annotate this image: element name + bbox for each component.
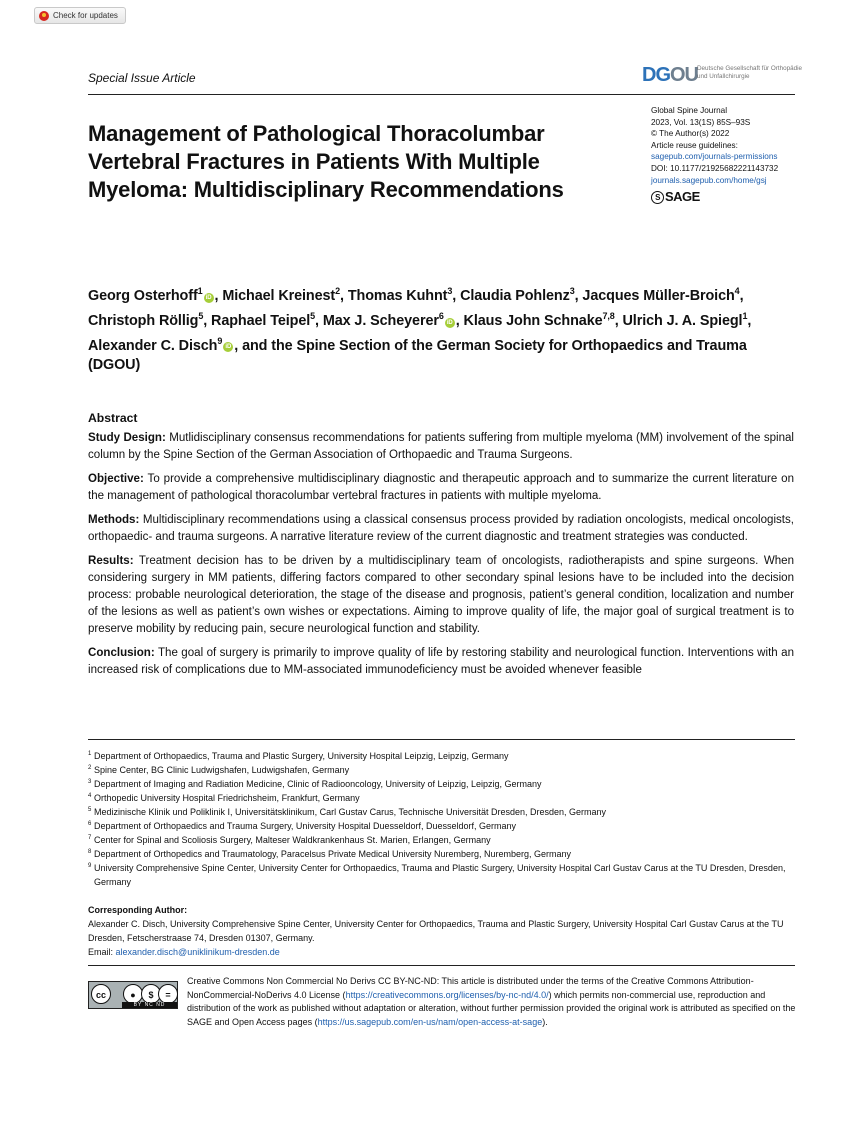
author-separator: , bbox=[203, 312, 212, 329]
abstract-section bbox=[88, 512, 794, 546]
corresponding-author bbox=[88, 903, 798, 959]
affiliation-text: Medizinische Klinik und Poliklinik I, Universitätsklinikum, Carl Gustav Carus, Technische Universität Dresden, Dresden, Germany bbox=[94, 807, 607, 817]
orcid-icon[interactable]: iD bbox=[204, 293, 214, 303]
affiliation-number: 2 bbox=[88, 765, 92, 771]
affiliation-number: 7 bbox=[88, 835, 92, 841]
abstract-heading: Abstract bbox=[88, 411, 138, 425]
dgou-logo-b: OU bbox=[670, 64, 698, 86]
journal-copyright: © The Author(s) 2022 bbox=[651, 129, 730, 139]
author-affiliation-number: 7,8 bbox=[602, 310, 615, 321]
author-affiliation-number: 1 bbox=[197, 286, 203, 296]
corresponding-heading: Corresponding Author: bbox=[88, 905, 188, 915]
affiliation-item bbox=[88, 749, 798, 763]
author-separator: , bbox=[315, 312, 323, 329]
cc-license-link[interactable]: https://creativecommons.org/licenses/by-nc-nd/4.0/ bbox=[345, 989, 549, 1000]
author-separator: , bbox=[452, 287, 461, 304]
author-separator: , bbox=[340, 287, 348, 304]
author-affiliation-number: 3 bbox=[569, 286, 575, 296]
abstract-section-text: Treatment decision has to be driven by a multidisciplinary team of oncologists, radiotherapists and spine surgeons. When considering surgery in MM patients, differing factors compared to other secondary spinal lesions have to be included into the decision process: probable neurological deterioration, the stage of the disease and prognosis, patient’s general condition, localization and number of the lesions as well as patient’s own wishes or expectations. Aiming to improve quality of life, the major goal of surgical treatment is to preserve mobility by reducing pain, secure neurological function and stability. bbox=[88, 555, 795, 635]
affiliation-item bbox=[88, 847, 798, 861]
no-dollar-icon: $ bbox=[141, 984, 161, 1004]
affiliation-item bbox=[88, 833, 798, 847]
author-name: Christoph Röllig bbox=[88, 312, 199, 329]
cc-nc-label: NC bbox=[144, 1002, 154, 1008]
affiliation-number: 9 bbox=[88, 863, 92, 869]
article-type: Special Issue Article bbox=[88, 71, 196, 85]
author-name: Max J. Scheyerer bbox=[322, 312, 439, 329]
author-name: Claudia Pohlenz bbox=[460, 287, 570, 304]
license-text bbox=[187, 975, 797, 1029]
email-link[interactable]: alexander.disch@uniklinikum-dresden.de bbox=[115, 947, 280, 957]
dgou-logo bbox=[642, 64, 803, 86]
journal-doi: DOI: 10.1177/21925682221143732 bbox=[651, 163, 779, 173]
author-separator: , bbox=[614, 312, 623, 329]
author-name: Raphael Teipel bbox=[211, 312, 311, 329]
affiliation-item bbox=[88, 791, 798, 805]
affiliation-item bbox=[88, 805, 798, 819]
abstract-section-text: Multidisciplinary recommendations using a classical consensus process provided by radiation oncologists, medical oncologists, orthopaedic- and trauma surgeons. A narrative literature review of the current diagnostic and treatment strategies was conducted. bbox=[88, 514, 794, 543]
author-name: Klaus John Schnake bbox=[463, 312, 603, 329]
affiliation-text: Orthopedic University Hospital Friedrichsheim, Frankfurt, Germany bbox=[94, 793, 360, 803]
author-separator: , bbox=[574, 287, 583, 304]
journal-reuse: Article reuse guidelines: bbox=[651, 140, 738, 150]
author-affiliation-number: 1 bbox=[742, 310, 748, 321]
orcid-icon[interactable]: iD bbox=[223, 342, 233, 352]
affiliation-number: 6 bbox=[88, 821, 92, 827]
affiliation-item bbox=[88, 819, 798, 833]
author-list bbox=[88, 281, 800, 375]
abstract-section bbox=[88, 645, 794, 679]
journal-name: Global Spine Journal bbox=[651, 106, 728, 115]
author-separator: , bbox=[214, 287, 223, 304]
affiliation-item bbox=[88, 861, 798, 889]
abstract-section bbox=[88, 553, 794, 638]
license-text-1: Creative Commons Non Commercial No Derivs CC BY-NC-ND: This article is distributed under the terms of the Creative Commons Attribution-NonCommercial-NoDerivs 4.0 License ( bbox=[187, 976, 754, 1000]
abstract-section bbox=[88, 471, 794, 505]
abstract-section-label: Methods: bbox=[88, 514, 140, 526]
corresponding-address: Alexander C. Disch, University Comprehensive Spine Center, University Center for Orthopaedics, Trauma and Plastic Surgery, University Hospital Carl Gustav Carus at the TU Dresden, Fetscherstraase 74, Dresden 01307, Germany. bbox=[88, 919, 784, 943]
abstract bbox=[88, 410, 794, 686]
license-text-2: ) which permits non-commercial use, reproduction and distribution of the work as published without adaptation or alteration, without further permission provided the original work is attributed as specified on the SAGE and Open Access pages ( bbox=[187, 989, 796, 1027]
sage-s-icon: S bbox=[651, 191, 664, 204]
author-affiliation-number: 2 bbox=[335, 286, 341, 296]
crossmark-icon bbox=[39, 11, 49, 21]
abstract-section bbox=[88, 430, 794, 464]
permissions-link[interactable]: sagepub.com/journals-permissions bbox=[651, 152, 778, 162]
affiliation-item bbox=[88, 763, 798, 777]
abstract-section-label: Results: bbox=[88, 555, 134, 567]
affiliation-text: Department of Orthopaedics and Trauma Surgery, University Hospital Duesseldorf, Duesseldorf, Germany bbox=[94, 821, 517, 831]
author-affiliation-number: 9 bbox=[217, 335, 223, 346]
author-affiliation-number: 3 bbox=[447, 286, 453, 296]
affiliation-text: Center for Spinal and Scoliosis Surgery, Malteser Waldkrankenhaus St. Marien, Erlangen, Germany bbox=[94, 835, 491, 845]
equals-icon: = bbox=[158, 984, 178, 1004]
affiliation-text: Department of Imaging and Radiation Medicine, Clinic of Radiooncology, University of Leipzig, Leipzig, Germany bbox=[94, 779, 542, 789]
affiliations bbox=[88, 749, 798, 889]
affiliation-number: 5 bbox=[88, 807, 92, 813]
dgou-logo-a: DG bbox=[642, 64, 670, 86]
author-name: Ulrich J. A. Spiegl bbox=[622, 312, 743, 329]
author-separator: , and the Spine Section of the German Society for Orthopaedics and Trauma (DGOU) bbox=[88, 337, 747, 374]
author-name: Thomas Kuhnt bbox=[347, 287, 448, 304]
footnote-divider bbox=[88, 739, 795, 740]
author-separator: , bbox=[747, 312, 752, 329]
affiliation-number: 8 bbox=[88, 849, 92, 855]
author-name: Michael Kreinest bbox=[222, 287, 336, 304]
affiliation-number: 3 bbox=[88, 779, 92, 785]
abstract-section-text: The goal of surgery is primarily to improve quality of life by restoring stability and neurological function. Interventions with an increased risk of complications due to MM-associated immunodeficiency must be avoided whenever feasible bbox=[88, 647, 795, 676]
sage-logo bbox=[651, 189, 700, 204]
header-divider bbox=[88, 94, 795, 95]
sage-oa-link[interactable]: https://us.sagepub.com/en-us/nam/open-access-at-sage bbox=[317, 1016, 543, 1027]
sage-logo-text: SAGE bbox=[665, 189, 700, 204]
affiliation-text: Department of Orthopedics and Traumatology, Paracelsus Private Medical University Nuremberg, Nuremberg, Germany bbox=[94, 849, 572, 859]
abstract-section-label: Objective: bbox=[88, 473, 144, 485]
abstract-section-label: Study Design: bbox=[88, 432, 166, 444]
orcid-icon[interactable]: iD bbox=[445, 318, 455, 328]
author-affiliation-number: 5 bbox=[310, 310, 316, 321]
journal-volume: 2023, Vol. 13(1S) 85S–93S bbox=[651, 117, 751, 127]
check-for-updates-button[interactable] bbox=[34, 7, 126, 24]
author-name: Georg Osterhoff bbox=[88, 287, 198, 304]
author-name: Alexander C. Disch bbox=[88, 337, 218, 354]
affiliation-text: University Comprehensive Spine Center, University Center for Orthopaedics, Trauma and Plastic Surgery, University Hospital Carl Gustav Carus at the TU Dresden, Dresden, Germany bbox=[94, 863, 786, 887]
affiliation-text: Spine Center, BG Clinic Ludwigshafen, Ludwigshafen, Germany bbox=[94, 765, 350, 775]
author-affiliation-number: 5 bbox=[198, 310, 204, 321]
author-affiliation-number: 4 bbox=[734, 286, 740, 296]
cc-by-label: BY bbox=[133, 1002, 143, 1008]
author-separator: , bbox=[739, 287, 744, 304]
license-divider bbox=[88, 965, 795, 966]
article-title: Management of Pathological Thoracolumbar Vertebral Fractures in Patients With Multiple Myeloma: Multidisciplinary Recommendations bbox=[88, 121, 564, 202]
cc-license-badge[interactable] bbox=[88, 981, 178, 1009]
person-icon: ● bbox=[123, 984, 143, 1004]
abstract-section-label: Conclusion: bbox=[88, 647, 155, 659]
journal-info bbox=[651, 105, 801, 186]
author-affiliation-number: 6 bbox=[438, 310, 444, 321]
cc-nd-label: ND bbox=[156, 1002, 166, 1008]
check-for-updates-label: Check for updates bbox=[53, 11, 118, 20]
abstract-section-text: Mutlidisciplinary consensus recommendations for patients suffering from multiple myeloma (MM) involvement of the spinal column by the Spine Section of the German Association of Orthopaedic and Trauma Surgeons. bbox=[88, 432, 794, 461]
affiliation-item bbox=[88, 777, 798, 791]
dgou-subtitle: Deutsche Gesellschaft für Orthopädie und Unfallchirurgie bbox=[697, 65, 803, 80]
affiliation-number: 1 bbox=[88, 751, 92, 757]
abstract-section-text: To provide a comprehensive multidisciplinary diagnostic and therapeutic approach and to summarize the current literature on the management of pathological thoracolumbar vertebral fractures in patients with multiple myeloma. bbox=[88, 473, 795, 502]
affiliation-text: Department of Orthopaedics, Trauma and Plastic Surgery, University Hospital Leipzig, Leipzig, Germany bbox=[94, 751, 509, 761]
author-separator: , bbox=[455, 312, 464, 329]
author-name: Jacques Müller-Broich bbox=[582, 287, 735, 304]
journal-home-link[interactable]: journals.sagepub.com/home/gsj bbox=[651, 175, 767, 185]
cc-icon: cc bbox=[91, 984, 111, 1004]
affiliation-number: 4 bbox=[88, 793, 92, 799]
email-label: Email: bbox=[88, 947, 116, 957]
license-text-3: ). bbox=[542, 1016, 548, 1027]
